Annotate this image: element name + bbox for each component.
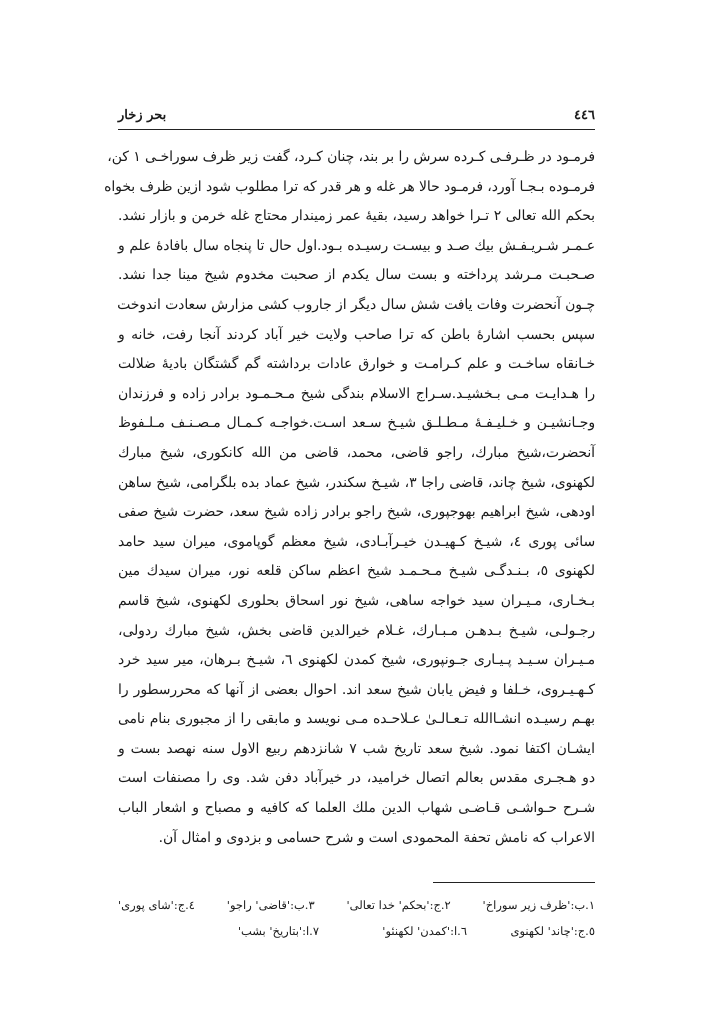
text-line: الاعراب که نامش تحفة المحمودی است و شرح حسامی و بزدوی و امثال آن. <box>158 829 595 846</box>
footnote-2: ٢.ج:'بحکم' خدا تعالی' <box>346 898 451 912</box>
text-line: کـهـیـروی، خـلفا و فیض یابان شیخ سعد اند. احوال بعضی از آنها که محررسطور را <box>118 681 595 698</box>
text-line: اودهی، شیخ ابراهیم بهوجپوری، شیخ راجو برادر زاده شیخ سعد، حضرت شیخ صفی <box>118 504 595 521</box>
footnote-rule <box>433 882 595 883</box>
page-number: ٤٤٦ <box>574 108 595 123</box>
header-rule <box>118 129 595 130</box>
text-line: شـرح حـواشـی قـاضـی شهاب الدین ملك العلما که کافیه و مصباح و اشعار الباب <box>118 800 595 817</box>
footnote-7: ٧.ا:'بتاریخ' بشب' <box>237 924 319 938</box>
text-line: را هـدایـت مـی بـخشیـد.سـراج الاسلام بندگی شیخ مـحـمـود برادر زاده و فرزندان <box>118 385 595 402</box>
footnotes <box>118 892 595 944</box>
text-line: فرمـود در ظـرفـی کـرده سرش را بر بند، چنان کـرد، گفت زیر ظرف سوراخـی ١ کن، <box>107 149 595 165</box>
text-line: لکهنوی ٥، بـنـدگـی شیـخ مـحـمـد شیخ اعظم ساکن قلعه نور، میران سیدك مین <box>118 563 595 580</box>
footnote-6: ٦.ا:'کمدن' لکهنئو' <box>382 924 467 938</box>
text-line: صـحبـت مـرشد پرداخته و بست سال یکدم از صحبت مخدوم شیخ مینا جدا نشد. <box>118 267 595 284</box>
footnote-row <box>118 892 595 918</box>
text-line: خـانقاه ساخـت و علم کـرامـت و خوارق عادات برداشته گم گشتگان بادیهٔ ضلالت <box>118 356 595 373</box>
text-line: بهـم رسیـده انشـاالله تـعـالـیٰ عـلاحـده مـی نویسد و مابقی را از مجبوری بنام نامی <box>118 711 595 728</box>
footnote-row <box>118 918 595 944</box>
text-line: ایشـان اکتفا نمود. شیخ سعد تاریخ شب ٧ شانزدهم ربیع الاول سنه نهصد بست و <box>118 740 595 757</box>
text-line: لکهنوی، شیخ چاند، قاضی راجا ٣، شیـخ سکندر، شیخ عماد بده بلگرامی، شیخ ساهن <box>118 474 595 491</box>
footnote-1: ١.ب:'ظرف زیر سوراخ' <box>482 898 595 912</box>
running-title: بحر زخار <box>118 108 167 123</box>
text-line: سپس بحسب اشارهٔ باطن که ترا صاحب ولایت خیر آباد کردند آنجا رفت، خانه و <box>118 326 595 343</box>
footnote-3: ٣.ب:'قاضی' راجو' <box>226 898 315 912</box>
text-line: مـیـران سـیـد پـیـاری جـونپوری، شیخ کمدن لکهنوی ٦، شیـخ بـرهان، میر سید خرد <box>118 652 595 669</box>
text-line: عـمـر شـریـفـش بیك صـد و بیسـت رسیـده بـود.اول حال تا پنجاه سال بافادهٔ علم و <box>118 237 595 254</box>
text-line: دو هـجـری مقدس بعالم اتصال خرامید، در خیرآباد دفن شد. وی را مصنفات است <box>118 770 595 787</box>
text-line: بـخـاری، مـیـران سید خواجه ساهی، شیخ نور اسحاق بحلوری لکهنوی، شیخ قاسم <box>118 592 595 609</box>
text-line: وجـانشیـن و خـلیـفـهٔ مـطـلـق شیـخ سـعد اسـت.خواجـه کـمـال مـصـنـف مـلـفوظ <box>118 415 595 432</box>
footnote-5: ٥.ج:'چاند' لکهنوی <box>510 924 595 938</box>
text-line: بحکم الله تعالی ٢ تـرا خواهد رسید، بقیهٔ عمر زمیندار محتاج غله خرمن و بازار نشد. <box>118 208 595 225</box>
text-line: رجـولـی، شیـخ بـدهـن مـبـارك، غـلام خیرالدین قاضی بخش، شیخ مبارك ردولی، <box>118 622 595 639</box>
body-text <box>104 143 596 853</box>
text-line: چـون آنحضرت وفات یافت شش سال دیگر از جاروب کشی مزارش سعادت اندوخت <box>117 296 595 313</box>
text-line: آنحضرت،شیخ مبارك، راجو قاضی، محمد، قاضی من الله کانکوری، شیخ مبارك <box>118 444 595 461</box>
text-line: سائی پوری ٤، شیـخ کـهیـدن خیـرآبـادی، شیخ معظم گوپاموی، میران سید حامد <box>118 533 596 550</box>
footnote-4: ٤.ج:'شای پوری' <box>118 898 195 912</box>
page-header <box>118 104 595 128</box>
text-line: فرمـوده بـجـا آورد، فرمـود حالا هر غله و هر قدر که ترا مطلوب شود ازین ظرف بخواه <box>104 178 595 195</box>
